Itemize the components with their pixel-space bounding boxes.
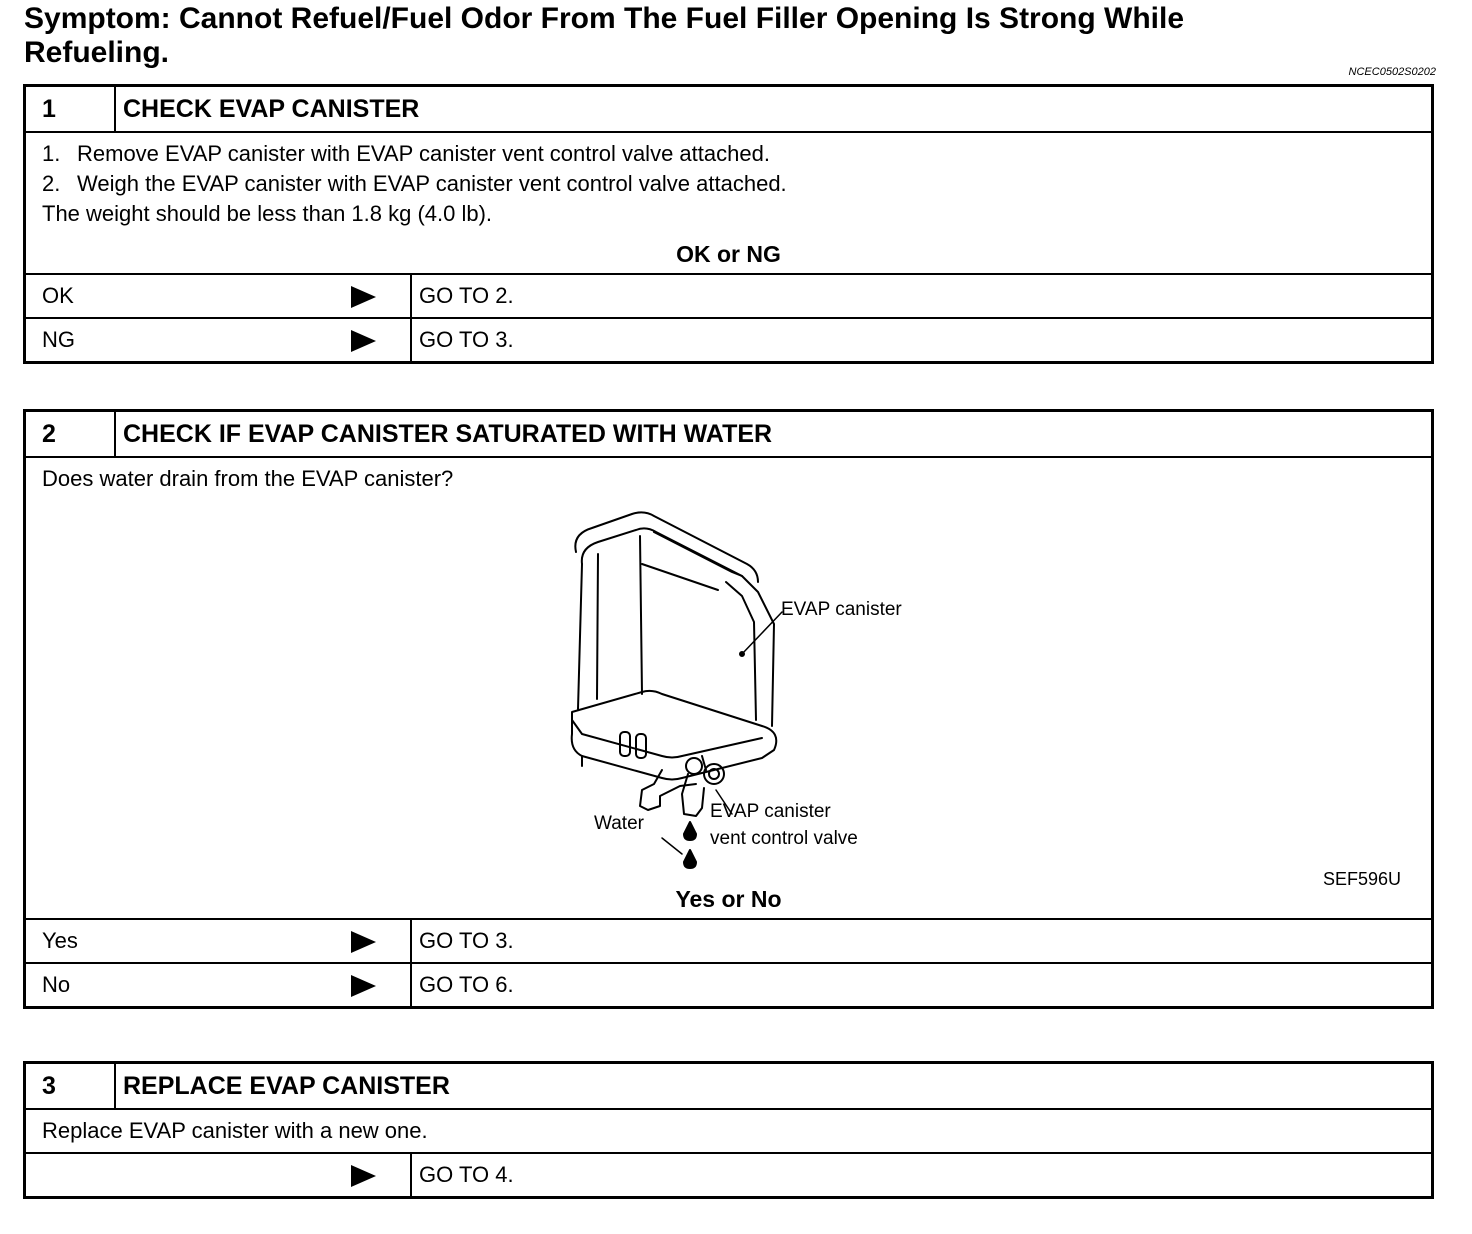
arrow-right-icon: [351, 330, 376, 352]
step-number: 2: [26, 412, 116, 456]
result-row-no[interactable]: [26, 962, 1431, 1006]
instruction-item: [42, 169, 1415, 199]
step-heading: REPLACE EVAP CANISTER: [123, 1072, 450, 1100]
arrow-right-icon: [351, 1165, 376, 1187]
result-label: OK: [42, 283, 74, 308]
arrow-right-icon: [351, 286, 376, 308]
instruction-text: Remove EVAP canister with EVAP canister vent control valve attached.: [77, 141, 770, 166]
result-question: OK or NG: [676, 241, 781, 267]
result-question: Yes or No: [675, 886, 782, 912]
instruction-continuation: The weight should be less than 1.8 kg (4.0 lb).: [42, 201, 493, 226]
result-action[interactable]: GO TO 2.: [419, 283, 514, 308]
result-action[interactable]: GO TO 4.: [419, 1162, 514, 1187]
step-instruction-text: Replace EVAP canister with a new one.: [42, 1118, 428, 1143]
instruction-text: Weigh the EVAP canister with EVAP canister vent control valve attached.: [77, 171, 787, 196]
step-number: 3: [26, 1064, 116, 1108]
instruction-number: 2.: [42, 171, 61, 196]
page-title: Symptom: Cannot Refuel/Fuel Odor From The Fuel Filler Opening Is Strong While Refueling.: [24, 2, 1185, 69]
step-header: [26, 1064, 1431, 1110]
result-row-ng[interactable]: [26, 317, 1431, 361]
step-2-box: [23, 409, 1434, 1009]
step-body: [26, 458, 1431, 918]
result-label-cell: [26, 319, 412, 361]
result-label-cell: [26, 964, 412, 1006]
result-label-cell: [26, 1154, 412, 1196]
result-row-ok[interactable]: [26, 273, 1431, 317]
step-number: 1: [26, 87, 116, 131]
step-body: [26, 1110, 1431, 1152]
valve-label-line-1: EVAP canister: [710, 801, 831, 822]
figure-id: SEF596U: [1322, 869, 1401, 889]
instruction-item: [42, 139, 1415, 169]
result-label: Yes: [42, 928, 78, 953]
step-header: [26, 87, 1431, 133]
instruction-list: [42, 139, 1415, 199]
result-row-next[interactable]: [26, 1152, 1431, 1196]
step-3-box: [23, 1061, 1434, 1199]
arrow-right-icon: [351, 975, 376, 997]
result-label-cell: [26, 275, 412, 317]
instruction-number: 1.: [42, 141, 61, 166]
result-action[interactable]: GO TO 3.: [419, 327, 514, 352]
canister-label: EVAP canister: [781, 599, 902, 620]
result-label: NG: [42, 327, 75, 352]
result-label: No: [42, 972, 71, 997]
result-action[interactable]: GO TO 3.: [419, 928, 514, 953]
result-row-yes[interactable]: [26, 918, 1431, 962]
step-body: [26, 133, 1431, 273]
step-heading: CHECK EVAP CANISTER: [123, 95, 420, 123]
valve-label-line-2: vent control valve: [710, 828, 858, 849]
evap-canister-figure: [42, 494, 1415, 889]
step-heading: CHECK IF EVAP CANISTER SATURATED WITH WATER: [123, 420, 773, 448]
result-action[interactable]: GO TO 6.: [419, 972, 514, 997]
arrow-right-icon: [351, 931, 376, 953]
step-1-box: [23, 84, 1434, 364]
reference-code: NCEC0502S0202: [1348, 66, 1436, 78]
step-header: [26, 412, 1431, 458]
step-question-text: Does water drain from the EVAP canister?: [42, 466, 454, 491]
result-label-cell: [26, 920, 412, 962]
water-label: Water: [594, 813, 644, 834]
